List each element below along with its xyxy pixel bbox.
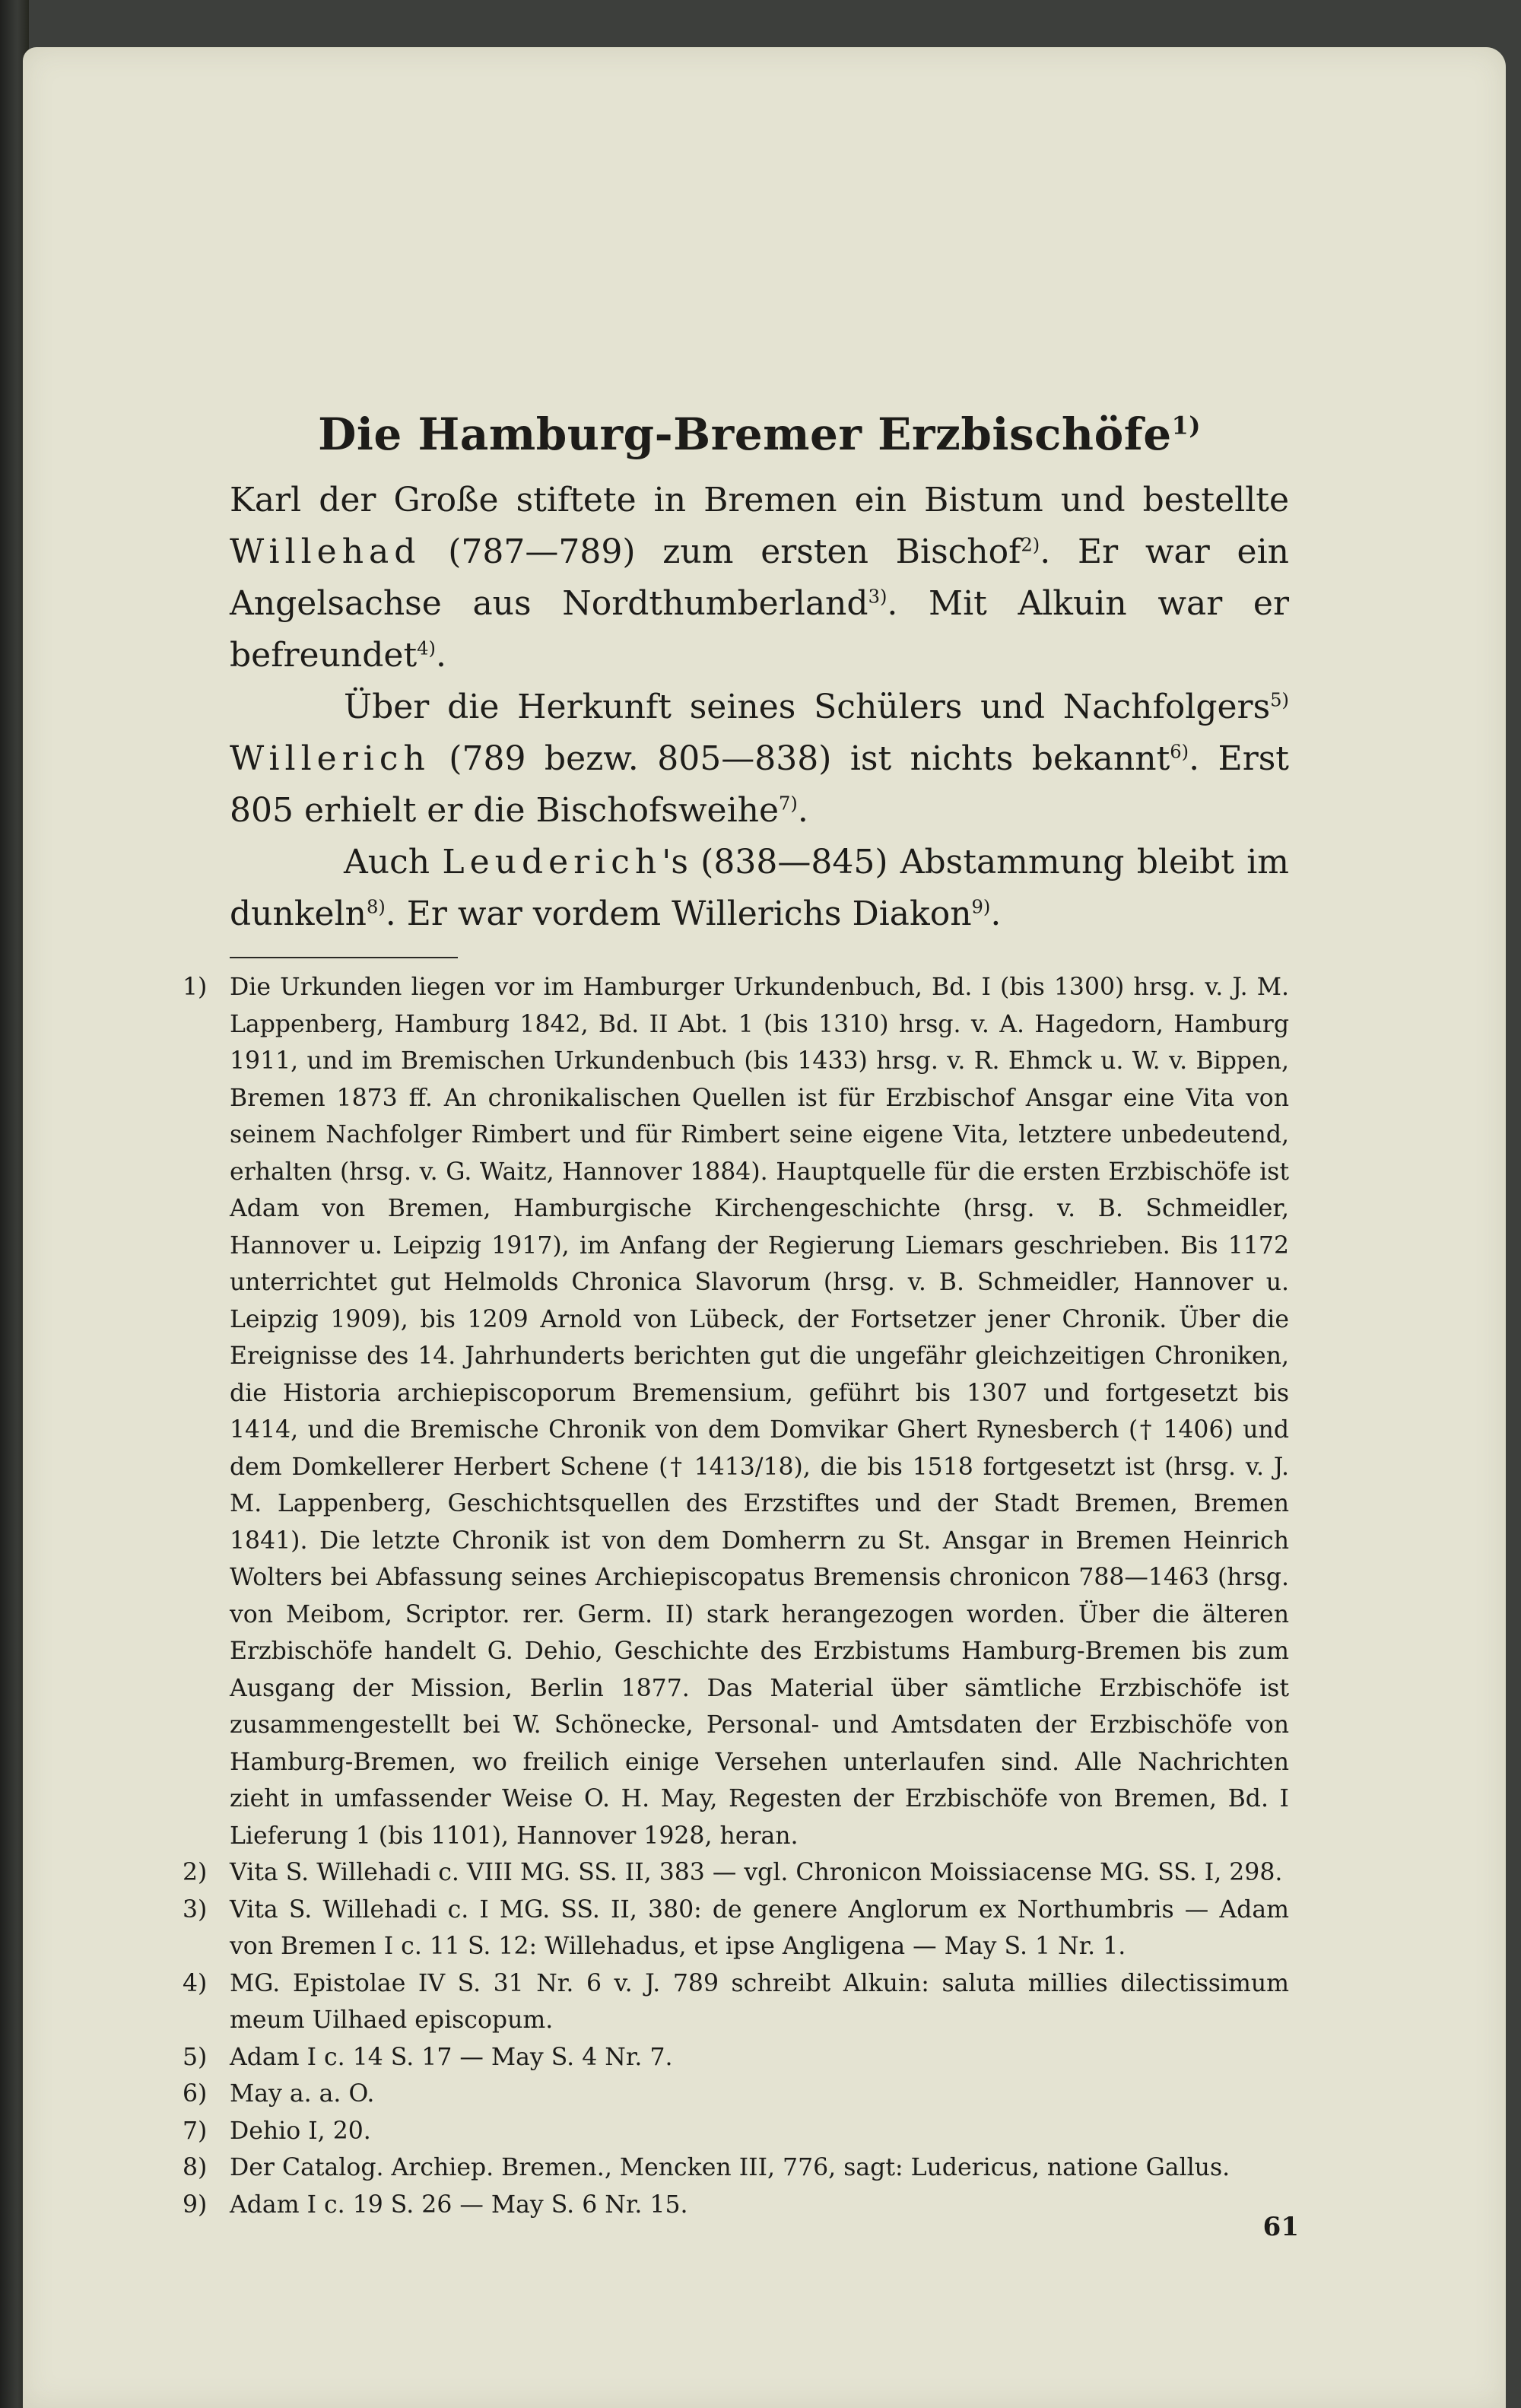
footnote-ref: 8): [366, 896, 386, 918]
text-run: . Mit Alkuin war er befreundet: [230, 584, 1290, 675]
footnote-marker: 4): [183, 1969, 208, 1997]
body-paragraph: [230, 837, 1289, 940]
person-name: Leuderich: [442, 843, 662, 882]
footnote-ref: 5): [1270, 689, 1289, 711]
footnote-ref: 4): [417, 637, 436, 659]
footnote-marker: 1): [183, 974, 208, 1001]
footnote-ref: 3): [868, 586, 888, 608]
footnote-item: [183, 1965, 1289, 2039]
footnote-marker: 5): [183, 2043, 208, 2071]
book-page: [23, 47, 1506, 2408]
chapter-title: [230, 405, 1289, 464]
footnote-text: Der Catalog. Archiep. Bremen., Mencken III, 776, sagt: Ludericus, natione Gallus.: [230, 2154, 1230, 2181]
footnote-item: [183, 1854, 1289, 1892]
text-run: (787—789) zum ersten Bischof: [421, 532, 1021, 571]
person-name: Willehad: [230, 532, 421, 571]
footnote-item: [183, 1892, 1289, 1965]
text-run: .: [435, 636, 446, 675]
body-paragraph: [230, 475, 1289, 681]
footnote-ref: 7): [779, 793, 798, 815]
chapter-title-text: Die Hamburg-Bremer Erzbischöfe: [318, 408, 1172, 460]
footnote-text: Vita S. Willehadi c. VIII MG. SS. II, 383 — vgl. Chronicon Moissiacense MG. SS. I, 298.: [230, 1859, 1283, 1886]
footnote-text: May a. a. O.: [230, 2080, 375, 2108]
text-run: .: [990, 894, 1002, 933]
page-content: [183, 405, 1290, 2223]
footnote-item: [183, 2076, 1289, 2113]
text-run: .: [797, 791, 808, 830]
footnote-separator: [230, 957, 458, 958]
footnote-marker: 2): [183, 1859, 208, 1886]
person-name: Willerich: [230, 739, 430, 778]
footnote-marker: 6): [183, 2080, 208, 2108]
footnote-text: Adam I c. 19 S. 26 — May S. 6 Nr. 15.: [230, 2190, 688, 2219]
footnote-marker: 8): [183, 2154, 208, 2181]
footnotes: [183, 969, 1289, 2223]
footnote-marker: 3): [183, 1895, 208, 1924]
footnote-marker: 9): [183, 2190, 208, 2219]
footnote-text: Die Urkunden liegen vor im Hamburger Urkundenbuch, Bd. I (bis 1300) hrsg. v. J. M. Lappenberg, Hamburg 1842, Bd. II Abt. 1 (bis 1310) hrsg. v. A. Hagedorn, Hamburg 1911, und im Bremischen Urkundenbuch (bis 1433) hrsg. v. R. Ehmck u. W. v. Bippen, Bremen 1873 ff. An chronikalischen Quellen ist für Erzbischof Ansgar eine Vita von seinem Nachfolger Rimbert und für Rimbert seine eigene Vita, letztere unbedeutend, erhalten (hrsg. v. G. Waitz, Hannover 1884). Hauptquelle für die ersten Erzbischöfe ist Adam von Bremen, Hamburgische Kirchengeschichte (hrsg. v. B. Schmeidler, Hannover u. Leipzig 1917), im Anfang der Regierung Liemars geschrieben. Bis 1172 unterrichtet gut Helmolds Chronica Slavorum (hrsg. v. B. Schmeidler, Hannover u. Leipzig 1909), bis 1209 Arnold von Lübeck, der Fortsetzer jener Chronik. Über die Ereignisse des 14. Jahrhunderts berichten gut die ungefähr gleichzeitigen Chroniken, die Historia archiepiscoporum Bremensium, geführt bis 1307 und fortgesetzt bis 1414, und die Bremische Chronik von dem Domvikar Ghert Rynesberch († 1406) und dem Domkellerer Herbert Schene († 1413/18), die bis 1518 fortgesetzt ist (hrsg. v. J. M. Lappenberg, Geschichtsquellen des Erzstiftes und der Stadt Bremen, Bremen 1841). Die letzte Chronik ist von dem Domherrn zu St. Ansgar in Bremen Heinrich Wolters bei Abfassung seines Archiepiscopatus Bremensis chronicon 788—1463 (hrsg. von Meibom, Scriptor. rer. Germ. II) stark herangezogen worden. Über die älteren Erzbischöfe handelt G. Dehio, Geschichte des Erzbistums Hamburg-Bremen bis zum Ausgang der Mission, Berlin 1877. Das Material über sämtliche Erzbischöfe ist zusammengestellt bei W. Schönecke, Personal- und Amtsdaten der Erzbischöfe von Hamburg-Bremen, wo freilich einige Versehen unterlaufen sind. Alle Nachrichten zieht in umfassender Weise O. H. May, Regesten der Erzbischöfe von Bremen, Bd. I Lieferung 1 (bis 1101), Hannover 1928, heran.: [230, 974, 1289, 1850]
text-run: Über die Herkunft seines Schülers und Nachfolgers: [344, 688, 1271, 726]
footnote-text: Vita S. Willehadi c. I MG. SS. II, 380: de genere Anglorum ex Northumbris — Adam von Bremen I c. 11 S. 12: Willehadus, et ipse Angligena — May S. 1 Nr. 1.: [230, 1895, 1289, 1960]
body-text: [230, 475, 1289, 940]
footnote-ref: 9): [971, 896, 991, 918]
title-footnote-ref: 1): [1171, 411, 1201, 440]
footnote-text: Adam I c. 14 S. 17 — May S. 4 Nr. 7.: [230, 2043, 673, 2071]
text-run: . Er war vordem Willerichs Diakon: [385, 894, 972, 933]
body-paragraph: [230, 681, 1289, 837]
footnote-text: MG. Epistolae IV S. 31 Nr. 6 v. J. 789 schreibt Alkuin: saluta millies dilectissimum meum Uilhaed episcopum.: [230, 1969, 1289, 2034]
footnote-item: [183, 2039, 1289, 2076]
footnote-item: [183, 969, 1289, 1854]
text-run: Karl der Große stiftete in Bremen ein Bistum und bestellte: [230, 481, 1289, 519]
footnote-item: [183, 2149, 1289, 2187]
footnote-item: [183, 2187, 1289, 2224]
footnote-text: Dehio I, 20.: [230, 2117, 371, 2145]
footnote-marker: 7): [183, 2117, 208, 2145]
page-number: 61: [1262, 2212, 1299, 2242]
footnote-ref: 2): [1021, 534, 1040, 556]
footnote-item: [183, 2113, 1289, 2150]
text-run: . Er war ein Angelsachse aus Nordthumberland: [230, 532, 1289, 623]
text-run: (789 bezw. 805—838) ist nichts bekannt: [430, 739, 1170, 778]
text-run: Auch: [344, 843, 443, 882]
footnote-ref: 6): [1170, 741, 1189, 763]
text-run: . Erst 805 erhielt er die Bischofsweihe: [230, 739, 1289, 830]
text-run: 's (838—845) Abstammung bleibt im dunkeln: [230, 843, 1289, 933]
